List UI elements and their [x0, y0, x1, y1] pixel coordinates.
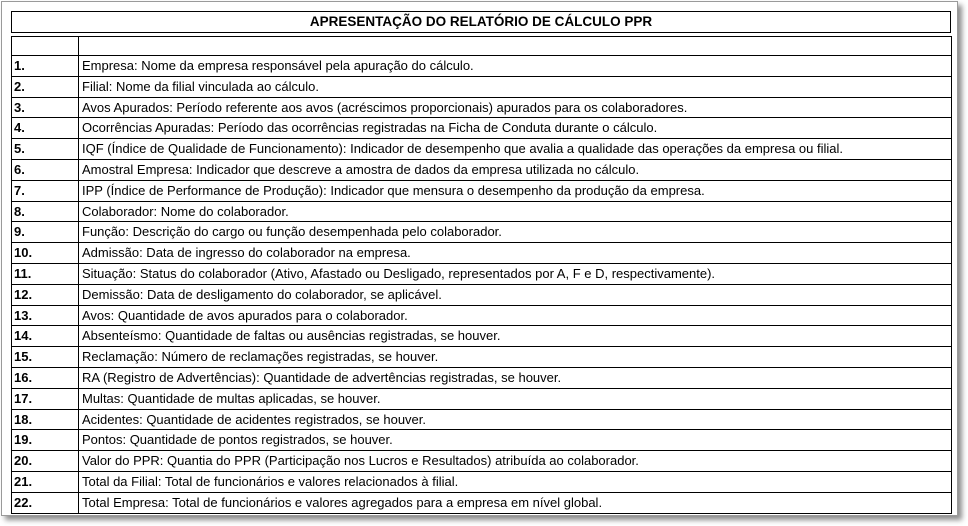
row-number: 17.: [12, 389, 79, 409]
row-description: Absenteísmo: Quantidade de faltas ou ausências registradas, se houver.: [82, 328, 501, 344]
table-row: [12, 222, 951, 243]
header-num-cell: [12, 37, 79, 55]
table-row: [12, 285, 951, 306]
row-description: Filial: Nome da filial vinculada ao cálculo.: [82, 78, 320, 94]
row-number: 5.: [12, 139, 79, 159]
row-number: 11.: [12, 264, 79, 284]
table-row: [12, 493, 951, 514]
row-description: Total da Filial: Total de funcionários e valores relacionados à filial.: [82, 473, 459, 489]
table-row: [12, 118, 951, 139]
row-description: Demissão: Data de desligamento do colaborador, se aplicável.: [82, 286, 442, 302]
row-number: 8.: [12, 202, 79, 222]
row-description: Pontos: Quantidade de pontos registrados, se houver.: [82, 432, 393, 448]
row-number: 18.: [12, 410, 79, 430]
table-row: [12, 56, 951, 77]
table-row: [12, 160, 951, 181]
row-number: 7.: [12, 181, 79, 201]
row-description: Valor do PPR: Quantia do PPR (Participação nos Lucros e Resultados) atribuída ao colaborador.: [82, 453, 639, 469]
header-desc-cell: [79, 37, 951, 55]
table-row: [12, 202, 951, 223]
row-number: 22.: [12, 493, 79, 513]
row-number: 14.: [12, 326, 79, 346]
row-description: Colaborador: Nome do colaborador.: [82, 203, 289, 219]
table-row: [12, 410, 951, 431]
table-row: [12, 368, 951, 389]
row-number: 3.: [12, 98, 79, 118]
row-number: 1.: [12, 56, 79, 76]
row-number: 16.: [12, 368, 79, 388]
table-header-row: [12, 37, 951, 56]
row-number: 6.: [12, 160, 79, 180]
row-description: Ocorrências Apuradas: Período das ocorrências registradas na Ficha de Conduta durante o cálculo.: [82, 120, 658, 136]
table-row: [12, 306, 951, 327]
row-number: 20.: [12, 451, 79, 471]
row-description: Admissão: Data de ingresso do colaborador na empresa.: [82, 245, 411, 261]
table-row: [12, 326, 951, 347]
row-number: 9.: [12, 222, 79, 242]
row-number: 10.: [12, 243, 79, 263]
table-row: [12, 264, 951, 285]
row-description: Multas: Quantidade de multas aplicadas, se houver.: [82, 390, 381, 406]
row-number: 15.: [12, 347, 79, 367]
definitions-table: [11, 36, 952, 514]
report-title: APRESENTAÇÃO DO RELATÓRIO DE CÁLCULO PPR: [11, 11, 951, 33]
table-row: [12, 389, 951, 410]
table-row: [12, 243, 951, 264]
table-row: [12, 472, 951, 493]
table-row: [12, 347, 951, 368]
row-description: Acidentes: Quantidade de acidentes registrados, se houver.: [82, 411, 426, 427]
table-row: [12, 181, 951, 202]
row-description: Total Empresa: Total de funcionários e valores agregados para a empresa em nível global.: [82, 494, 603, 510]
row-number: 2.: [12, 77, 79, 97]
row-description: RA (Registro de Advertências): Quantidade de advertências registradas, se houver.: [82, 369, 562, 385]
row-description: Amostral Empresa: Indicador que descreve a amostra de dados da empresa utilizada no cálculo.: [82, 161, 640, 177]
row-description: Função: Descrição do cargo ou função desempenhada pelo colaborador.: [82, 224, 502, 240]
row-number: 12.: [12, 285, 79, 305]
row-description: Reclamação: Número de reclamações registradas, se houver.: [82, 349, 439, 365]
row-description: Empresa: Nome da empresa responsável pela apuração do cálculo.: [82, 58, 474, 73]
table-row: [12, 430, 951, 451]
row-number: 4.: [12, 118, 79, 138]
row-description: IQF (Índice de Qualidade de Funcionamento): Indicador de desempenho que avalia a qualidade das operações da empresa ou filial.: [82, 141, 843, 157]
row-description: Avos Apurados: Período referente aos avos (acréscimos proporcionais) apurados para os colaboradores.: [82, 99, 688, 115]
row-number: 13.: [12, 306, 79, 326]
row-description: Situação: Status do colaborador (Ativo, Afastado ou Desligado, representados por A, F e D, respectivamente).: [82, 265, 716, 281]
row-description: IPP (Índice de Performance de Produção): Indicador que mensura o desempenho da produção da empresa.: [82, 182, 705, 198]
row-number: 19.: [12, 430, 79, 450]
row-description: Avos: Quantidade de avos apurados para o colaborador.: [82, 307, 408, 323]
table-row: [12, 77, 951, 98]
table-body: [12, 56, 951, 514]
table-row: [12, 98, 951, 119]
document-frame: [1, 1, 958, 516]
table-row: [12, 139, 951, 160]
table-row: [12, 451, 951, 472]
row-number: 21.: [12, 472, 79, 492]
